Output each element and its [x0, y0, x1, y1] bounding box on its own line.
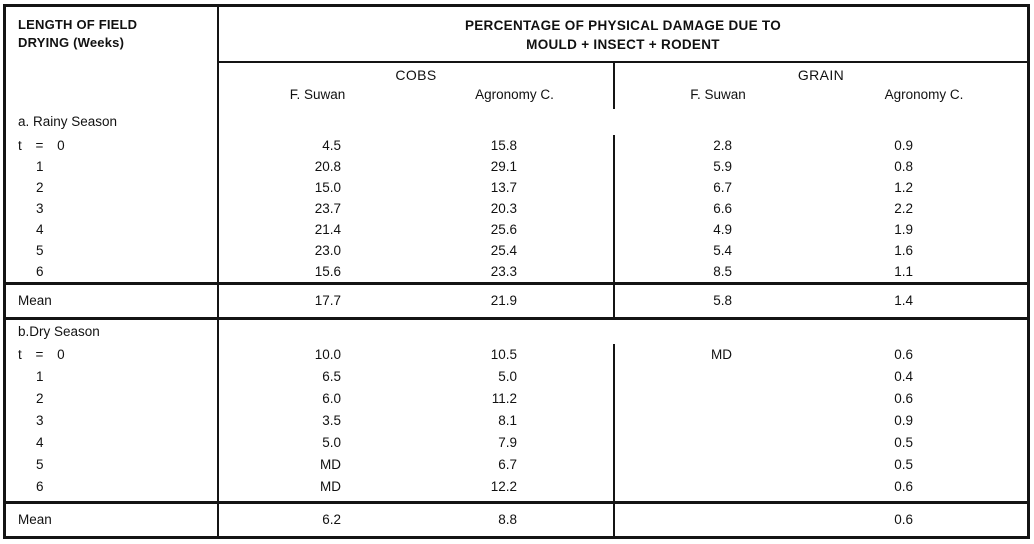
cell-value: 1.1: [894, 264, 913, 279]
section-rainy: [6, 109, 1027, 282]
cell-grain-agronomy: [819, 261, 1027, 282]
cell-value: 6.5: [322, 369, 341, 384]
cell-grain-agronomy: [819, 454, 1027, 476]
week-label: t = 0: [18, 347, 65, 362]
cell-cobs-agronomy: [415, 388, 615, 410]
cell-cobs-fsuwan: [219, 432, 415, 454]
row-header-spacer: [6, 63, 219, 109]
cell-cobs-fsuwan: [219, 388, 415, 410]
mean-label: Mean: [18, 512, 52, 527]
cell-grain-fsuwan: [615, 240, 819, 261]
cell-value: 5.4: [713, 243, 732, 258]
section-label-row: [6, 109, 1027, 135]
table-header-band: [6, 7, 1027, 63]
cell-value: 23.7: [314, 201, 341, 216]
cell-value: 25.6: [490, 222, 517, 237]
cell-grain-fsuwan: [615, 261, 819, 282]
cell-grain-fsuwan: [615, 219, 819, 240]
cell-grain-agronomy: [819, 240, 1027, 261]
table-row: [6, 454, 1027, 476]
cell-value: 0.8: [894, 159, 913, 174]
cell-value: 0.4: [894, 369, 913, 384]
cell-grain-agronomy: [819, 432, 1027, 454]
cell-value: 15.0: [314, 180, 341, 195]
table-row: [6, 476, 1027, 498]
group-grain: [615, 63, 1027, 109]
week-cell: [6, 135, 219, 156]
week-cell: [6, 410, 219, 432]
week-cell: [6, 344, 219, 366]
cell-value: MD: [320, 479, 341, 494]
section-label: a. Rainy Season: [18, 114, 118, 129]
week-label: 6: [36, 264, 44, 279]
cell-value: 6.7: [498, 457, 517, 472]
cell-grain-fsuwan: [615, 366, 819, 388]
table-row: [6, 410, 1027, 432]
cell-cobs-fsuwan: [219, 410, 415, 432]
group-cobs: [219, 63, 615, 109]
cell-value: 6.0: [322, 391, 341, 406]
group-header-grain: GRAIN: [797, 67, 845, 83]
cell-value: 11.2: [491, 391, 517, 406]
cell-cobs-fsuwan: [219, 261, 415, 282]
cell-cobs-agronomy: [415, 240, 615, 261]
row-header: [6, 7, 219, 63]
cell-grain-agronomy: [819, 156, 1027, 177]
cell-grain-agronomy: [819, 388, 1027, 410]
cell-grain-agronomy: [819, 366, 1027, 388]
mean-value: 6.2: [322, 512, 341, 527]
week-cell: [6, 198, 219, 219]
subcol-header-grain-fsuwan: F. Suwan: [690, 87, 746, 102]
cell-cobs-agronomy: [415, 432, 615, 454]
cell-value: 0.6: [894, 479, 913, 494]
cell-grain-fsuwan: [615, 432, 819, 454]
week-cell: [6, 366, 219, 388]
cell-grain-agronomy: [819, 177, 1027, 198]
cell-cobs-agronomy: [415, 454, 615, 476]
week-label: 2: [36, 180, 44, 195]
mean-value: 21.9: [490, 293, 517, 308]
cell-grain-agronomy: [819, 410, 1027, 432]
cell-value: MD: [711, 347, 732, 362]
cell-cobs-fsuwan: [219, 219, 415, 240]
cell-value: 12.2: [490, 479, 517, 494]
cell-cobs-agronomy: [415, 410, 615, 432]
table-row: [6, 198, 1027, 219]
cell-value: 20.3: [490, 201, 517, 216]
cell-value: 3.5: [322, 413, 341, 428]
mean-row-dry: [6, 504, 1027, 536]
subcol-header-cobs-fsuwan: F. Suwan: [289, 87, 346, 102]
mean-value: 0.6: [894, 512, 913, 527]
subcol-header-grain-agronomy: Agronomy C.: [884, 87, 964, 102]
week-label: 4: [36, 435, 44, 450]
cell-grain-agronomy: [819, 476, 1027, 498]
cell-value: 1.2: [894, 180, 913, 195]
table-row: [6, 219, 1027, 240]
cell-grain-fsuwan: [615, 344, 819, 366]
week-label: 1: [36, 159, 44, 174]
cell-cobs-agronomy: [415, 198, 615, 219]
table-row: [6, 135, 1027, 156]
week-label: 3: [36, 201, 44, 216]
mean-value: 8.8: [498, 512, 517, 527]
cell-value: 2.8: [713, 138, 732, 153]
week-label: t = 0: [18, 138, 65, 153]
cell-cobs-agronomy: [415, 156, 615, 177]
cell-value: 4.9: [713, 222, 732, 237]
cell-value: 6.6: [713, 201, 732, 216]
week-cell: [6, 476, 219, 498]
cell-cobs-fsuwan: [219, 344, 415, 366]
mean-value: 17.7: [314, 293, 341, 308]
row-header-line1: LENGTH OF FIELD: [18, 17, 138, 32]
table-row: [6, 177, 1027, 198]
cell-value: 5.9: [713, 159, 732, 174]
cell-value: 8.1: [498, 413, 517, 428]
week-label: 1: [36, 369, 44, 384]
cell-grain-fsuwan: [615, 156, 819, 177]
cell-cobs-fsuwan: [219, 366, 415, 388]
cell-value: 10.0: [314, 347, 341, 362]
cell-value: 2.2: [894, 201, 913, 216]
cell-value: 20.8: [314, 159, 341, 174]
section-label-row: [6, 320, 1027, 344]
mean-value: 1.4: [894, 293, 913, 308]
cell-value: 5.0: [322, 435, 341, 450]
table-row: [6, 366, 1027, 388]
week-cell: [6, 261, 219, 282]
cell-value: 13.7: [490, 180, 517, 195]
group-header-cobs: COBS: [395, 67, 437, 83]
cell-value: 0.9: [894, 138, 913, 153]
week-cell: [6, 156, 219, 177]
week-label: 2: [36, 391, 44, 406]
cell-value: 5.0: [498, 369, 517, 384]
table-row: [6, 261, 1027, 282]
cell-cobs-agronomy: [415, 219, 615, 240]
table-row: [6, 388, 1027, 410]
cell-value: 8.5: [713, 264, 732, 279]
cell-value: 1.6: [894, 243, 913, 258]
cell-cobs-agronomy: [415, 476, 615, 498]
cell-value: 21.4: [314, 222, 341, 237]
week-cell: [6, 388, 219, 410]
cell-value: 0.9: [894, 413, 913, 428]
subcol-headers-grain: [615, 85, 1027, 104]
cell-value: 0.6: [894, 347, 913, 362]
cell-grain-fsuwan: [615, 198, 819, 219]
cell-cobs-fsuwan: [219, 240, 415, 261]
table-row: [6, 156, 1027, 177]
cell-grain-fsuwan: [615, 410, 819, 432]
cell-value: 15.6: [314, 264, 341, 279]
cell-value: MD: [320, 457, 341, 472]
table-title-line1: PERCENTAGE OF PHYSICAL DAMAGE DUE TO: [464, 18, 782, 33]
column-group-band: [6, 63, 1027, 109]
mean-label: Mean: [18, 293, 52, 308]
week-cell: [6, 177, 219, 198]
section-dry: [6, 320, 1027, 501]
week-cell: [6, 219, 219, 240]
cell-value: 29.1: [490, 159, 517, 174]
week-cell: [6, 432, 219, 454]
cell-cobs-fsuwan: [219, 454, 415, 476]
cell-value: 15.8: [490, 138, 517, 153]
week-cell: [6, 240, 219, 261]
cell-value: 0.6: [894, 391, 913, 406]
cell-value: 23.0: [314, 243, 341, 258]
row-header-line2: DRYING (Weeks): [18, 35, 125, 50]
cell-grain-fsuwan: [615, 454, 819, 476]
cell-grain-agronomy: [819, 344, 1027, 366]
cell-value: 10.5: [490, 347, 517, 362]
week-label: 4: [36, 222, 44, 237]
cell-value: 0.5: [894, 435, 913, 450]
cell-value: 23.3: [490, 264, 517, 279]
cell-grain-fsuwan: [615, 476, 819, 498]
section-label: b.Dry Season: [18, 324, 100, 339]
subcol-header-cobs-agronomy: Agronomy C.: [475, 87, 554, 102]
week-label: 3: [36, 413, 44, 428]
cell-value: 7.9: [498, 435, 517, 450]
damage-table: [3, 4, 1030, 539]
table-row: [6, 432, 1027, 454]
cell-cobs-fsuwan: [219, 198, 415, 219]
cell-cobs-fsuwan: [219, 135, 415, 156]
mean-row-rainy: [6, 285, 1027, 317]
table-row: [6, 240, 1027, 261]
mean-value: 5.8: [713, 293, 732, 308]
cell-cobs-fsuwan: [219, 476, 415, 498]
cell-cobs-fsuwan: [219, 156, 415, 177]
cell-grain-fsuwan: [615, 388, 819, 410]
subcol-headers-cobs: [219, 85, 613, 104]
cell-cobs-agronomy: [415, 261, 615, 282]
table-title-line2: MOULD + INSECT + RODENT: [526, 37, 720, 52]
week-label: 5: [36, 243, 44, 258]
cell-grain-agronomy: [819, 135, 1027, 156]
cell-cobs-agronomy: [415, 366, 615, 388]
table-row: [6, 344, 1027, 366]
table-title: [219, 7, 1027, 63]
cell-grain-agronomy: [819, 219, 1027, 240]
cell-cobs-agronomy: [415, 177, 615, 198]
cell-value: 25.4: [490, 243, 517, 258]
cell-grain-fsuwan: [615, 177, 819, 198]
cell-value: 1.9: [894, 222, 913, 237]
cell-cobs-agronomy: [415, 344, 615, 366]
cell-grain-agronomy: [819, 198, 1027, 219]
week-cell: [6, 454, 219, 476]
week-label: 6: [36, 479, 44, 494]
cell-cobs-agronomy: [415, 135, 615, 156]
cell-value: 6.7: [713, 180, 732, 195]
cell-cobs-fsuwan: [219, 177, 415, 198]
cell-value: 4.5: [322, 138, 341, 153]
cell-value: 0.5: [894, 457, 913, 472]
cell-grain-fsuwan: [615, 135, 819, 156]
week-label: 5: [36, 457, 44, 472]
